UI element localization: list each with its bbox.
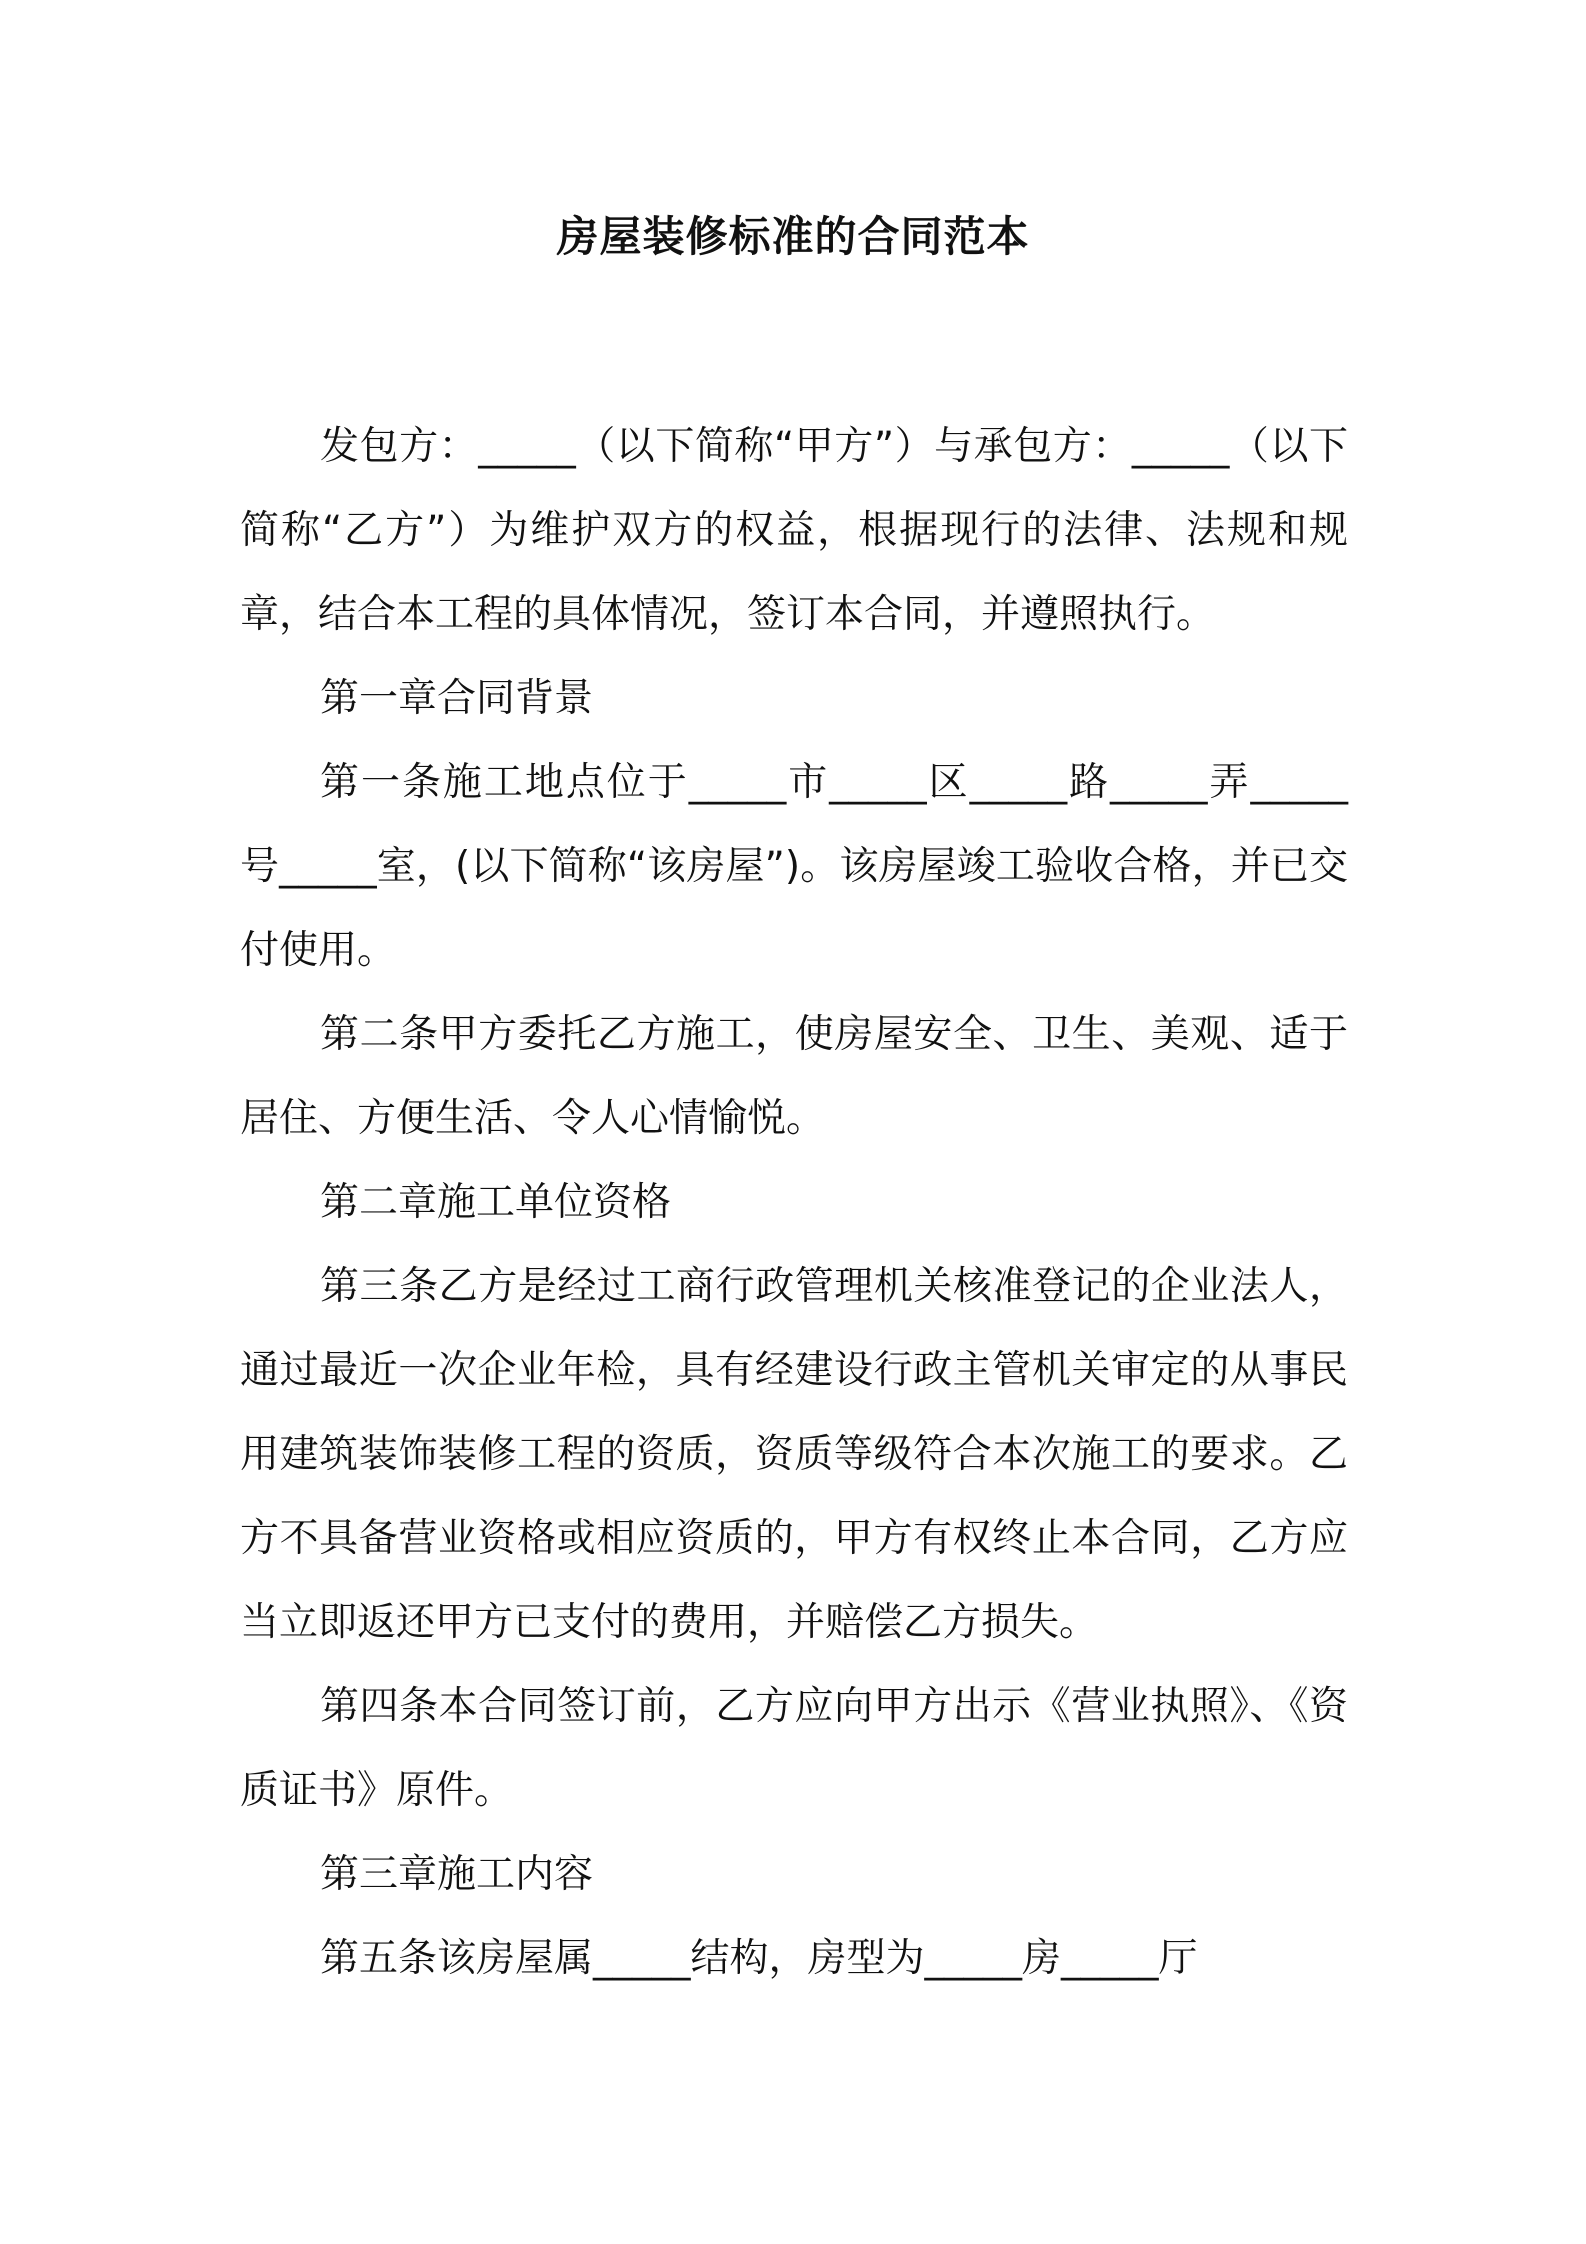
paragraph-preamble: 发包方：_____（以下简称“甲方”）与承包方：_____（以下简称“乙方”）为维护双方的权益，根据现行的法律、法规和规章，结合本工程的具体情况，签订本合同，并遵照执行。: [240, 424, 1348, 637]
article-2: 第二条甲方委托乙方施工，使房屋安全、卫生、美观、适于居住、方便生活、令人心情愉悦。: [240, 1012, 1348, 1141]
document-title: 房屋装修标准的合同范本: [556, 212, 1030, 261]
chapter-heading-1: 第一章合同背景: [320, 676, 594, 721]
article-3: 第三条乙方是经过工商行政管理机关核准登记的企业法人，通过最近一次企业年检，具有经建设行政主管机关审定的从事民用建筑装饰装修工程的资质，资质等级符合本次施工的要求。乙方不具备营业资格或相应资质的，甲方有权终止本合同，乙方应当立即返还甲方已支付的费用，并赔偿乙方损失。: [240, 1264, 1348, 1645]
article-4: 第四条本合同签订前，乙方应向甲方出示《营业执照》、《资质证书》原件。: [240, 1684, 1348, 1813]
chapter-heading-3: 第三章施工内容: [320, 1852, 594, 1897]
article-5: 第五条该房屋属_____结构，房型为_____房_____厅: [320, 1936, 1198, 1981]
document-body: [240, 405, 1348, 2001]
article-1: 第一条施工地点位于_____市_____区_____路_____弄_____号_____室，(以下简称“该房屋”)。该房屋竣工验收合格，并已交付使用。: [240, 760, 1348, 973]
chapter-heading-2: 第二章施工单位资格: [320, 1180, 672, 1225]
